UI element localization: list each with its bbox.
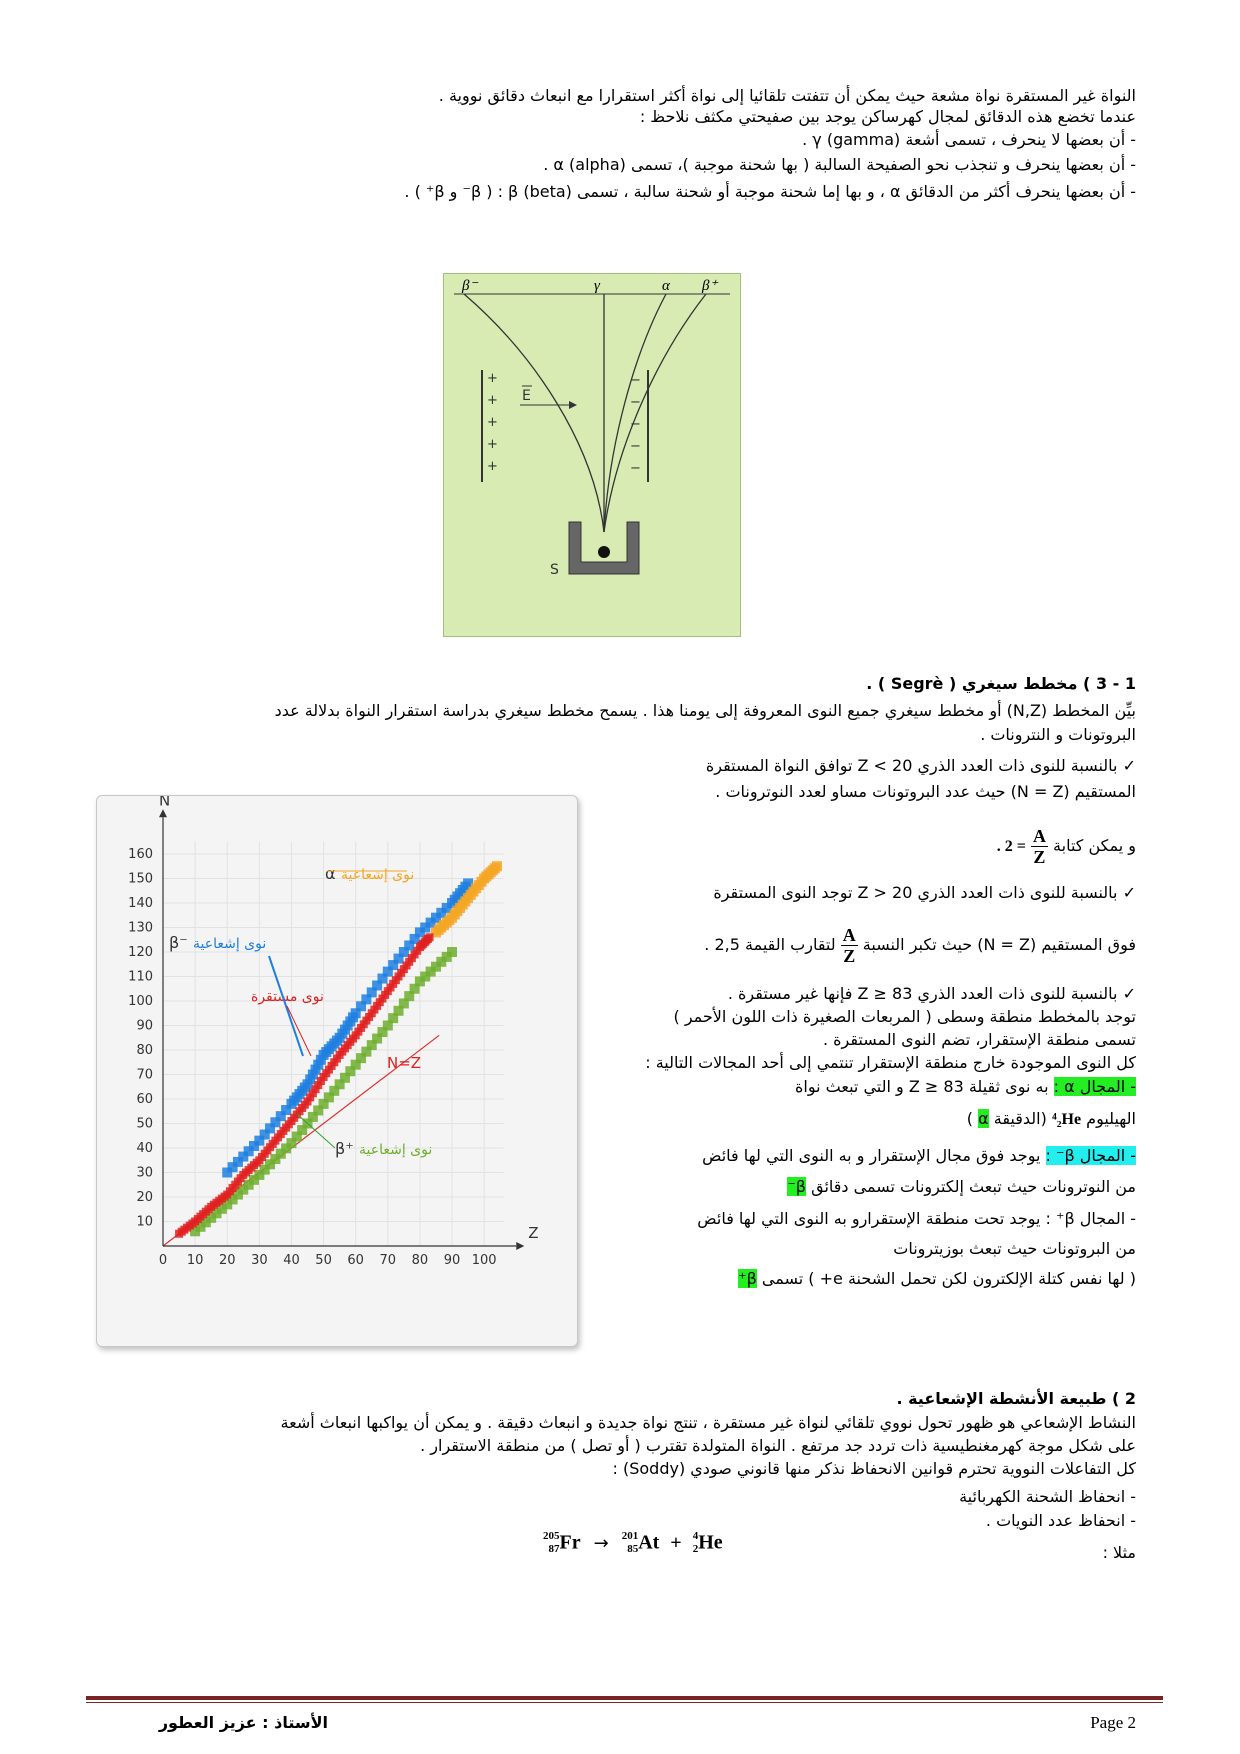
x-tick-label: 50 — [315, 1253, 332, 1268]
segre-case2-b: فوق المستقيم (N = Z) حيث تكبر النسبة $\frac{A}{Z}$ لتقارب القيمة 2,5 . — [704, 925, 1136, 966]
segre-p2: البروتونات و النترونات . — [980, 725, 1136, 744]
activity-law-2: - انحفاظ عدد النويات . — [985, 1511, 1136, 1530]
beta-minus-annotation: β⁻ — [169, 933, 188, 952]
segre-p3: توجد بالمخطط منطقة وسطى ( المربعات الصغيرة ذات اللون الأحمر ) — [673, 1007, 1136, 1026]
intro-line-gamma: - أن بعضها لا ينحرف ، تسمى أشعة γ (gamma) . — [802, 130, 1136, 149]
segre-p4: تسمى منطقة الإستقرار، تضم النوى المستقرة . — [822, 1030, 1136, 1049]
field-label: E — [522, 388, 531, 404]
footer-rule — [86, 1696, 1163, 1700]
deflection-diagram — [444, 274, 740, 636]
alpha-annotation: α — [325, 864, 336, 883]
segre-heading: 1 - 3 ) مخطط سيغري ( Segrè ) . — [866, 674, 1136, 693]
x-tick-label: 80 — [411, 1253, 429, 1268]
intro-line-beta: - أن بعضها ينحرف أكثر من الدقائق α ، و بها إما شحنة موجبة أو شحنة سالبة ، تسمى β (beta) : ( β⁻ و β⁺ ) . — [404, 182, 1136, 201]
beta-plus-particle-highlight: β⁺ — [738, 1269, 757, 1288]
alpha-particle-highlight: α — [978, 1109, 989, 1128]
y-tick-label: 40 — [136, 1141, 153, 1156]
beta-plus-annotation-label: نوى إشعاعية — [359, 1142, 433, 1158]
y-axis-label: N — [159, 796, 171, 810]
alpha-domain-line-2: الهيليوم ⁴₂He (الدقيقة α ) — [966, 1109, 1136, 1128]
trajectory-beta-minus — [464, 294, 604, 532]
segre-case3: ✓ بالنسبة للنوى ذات العدد الذري Z ≥ 83 فإنها غير مستقرة . — [727, 984, 1136, 1003]
svg-text:−: − — [630, 461, 641, 476]
activity-p3: كل التفاعلات النووية تحترم قوانين الانحفاظ نذكر منها قانوني صودي (Soddy) : — [612, 1459, 1136, 1478]
x-tick-label: 30 — [251, 1253, 268, 1268]
intro-line-2: عندما تخضع هذه الدقائق لمجال كهرساكن يوجد بين صفيحتي مكثف نلاحظ : — [639, 107, 1136, 126]
activity-law-1: - انحفاظ الشحنة الكهربائية — [959, 1487, 1136, 1506]
segre-chart-svg — [97, 796, 577, 1346]
svg-text:−: − — [630, 439, 641, 454]
y-tick-label: 60 — [136, 1092, 153, 1107]
beta-plus-domain-line-2: من البروتونات حيث تبعث بوزيترونات — [893, 1239, 1136, 1258]
activity-p1: النشاط الإشعاعي هو ظهور تحول نووي تلقائي لنواة غير مستقرة ، تنتج نواة جديدة و انبعاث دقيقة . و يمكن أن يواكبها انبعاث أشعة — [280, 1413, 1136, 1432]
beta-minus-domain-line-2: من النوترونات حيث تبعث إلكترونات تسمى دقائق β⁻ — [787, 1177, 1136, 1196]
x-tick-label: 60 — [347, 1253, 364, 1268]
x-axis-label: Z — [528, 1224, 539, 1242]
intro-line-1: النواة غير المستقرة نواة مشعة حيث يمكن أن تتفتت تلقائيا إلى نواة أكثر استقرارا مع انبعاث دقائق نووية . — [438, 86, 1136, 105]
source-label: S — [550, 562, 559, 578]
alpha-domain-highlight: - المجال α : — [1053, 1077, 1136, 1096]
segre-case1-a: ✓ بالنسبة للنوى ذات العدد الذري Z < 20 توافق النواة المستقرة — [705, 756, 1136, 775]
x-tick-label: 20 — [218, 1253, 236, 1268]
x-tick-label: 0 — [158, 1253, 168, 1268]
fraction-a-over-z: $\frac{A}{Z}$ — [1032, 826, 1046, 867]
beta-plus-domain-line-3: ( لها نفس كتلة الإلكترون لكن تحمل الشحنة e+ ) تسمى β⁺ — [738, 1269, 1136, 1288]
label-beta-plus: β⁺ — [702, 278, 718, 294]
beta-plus-nuclide-marker — [447, 947, 457, 957]
y-tick-label: 150 — [128, 871, 153, 887]
activity-p2: على شكل موجة كهرمغنطيسية ذات تردد جد مرتفع . النواة المتولدة تقترب ( أو تصل ) من منطقة الاستقرار . — [420, 1436, 1136, 1455]
segre-case1-b: المستقيم (N = Z) حيث عدد البروتونات مساو لعدد النوترونات . — [715, 782, 1136, 801]
y-tick-label: 20 — [136, 1190, 153, 1205]
label-beta-minus: β⁻ — [462, 278, 478, 294]
svg-text:+: + — [487, 393, 498, 408]
y-tick-label: 30 — [136, 1165, 153, 1181]
svg-text:+: + — [487, 415, 498, 430]
footer-page-number: Page 2 — [1090, 1713, 1136, 1732]
segre-chart — [96, 795, 578, 1347]
y-tick-label: 100 — [128, 994, 153, 1009]
y-tick-label: 70 — [136, 1067, 153, 1083]
label-gamma: γ — [594, 278, 600, 294]
footer-rule-thin — [86, 1702, 1163, 1703]
svg-text:−: − — [630, 417, 641, 432]
trajectory-beta-plus — [604, 294, 706, 532]
beta-minus-annotation-label: نوى إشعاعية — [193, 936, 267, 952]
y-tick-label: 130 — [128, 920, 153, 936]
footer-author: الأستاذ : عزيز العطور — [158, 1713, 328, 1732]
y-tick-label: 50 — [136, 1116, 153, 1132]
nuclear-equation: 205 87 Fr → 201 85 At + 4 2 He — [543, 1530, 723, 1555]
segre-p5: كل النوى الموجودة خارج منطقة الإستقرار تنتمي إلى أحد المجالات التالية : — [645, 1053, 1136, 1072]
alpha-domain-line: - المجال α : به نوى ثقيلة Z ≥ 83 و التي تبعث نواة — [795, 1077, 1136, 1096]
y-tick-label: 80 — [136, 1043, 153, 1058]
stable-nuclide-marker — [426, 933, 434, 941]
svg-text:+: + — [487, 459, 498, 474]
svg-text:−: − — [630, 395, 641, 410]
y-tick-label: 110 — [128, 969, 153, 985]
alpha-annotation-label: نوى إشعاعية — [341, 867, 415, 883]
beta-minus-domain-highlight: - المجال β⁻ : — [1045, 1146, 1136, 1165]
svg-text:+: + — [487, 371, 498, 386]
x-tick-label: 10 — [186, 1253, 204, 1268]
beta-plus-domain-line: - المجال β⁺ : يوجد تحت منطقة الإستقرارو به النوى التي لها فائض — [697, 1209, 1136, 1228]
y-tick-label: 90 — [136, 1018, 153, 1034]
stable-annotation-label: نوى مستقرة — [251, 989, 324, 1005]
svg-text:−: − — [630, 373, 641, 388]
nz-annotation: N=Z — [387, 1054, 422, 1072]
activity-heading: 2 ) طبيعة الأنشطة الإشعاعية . — [896, 1389, 1136, 1408]
x-tick-label: 40 — [283, 1253, 300, 1268]
y-tick-label: 160 — [128, 847, 153, 862]
svg-text:+: + — [487, 437, 498, 452]
segre-case1-c: و يمكن كتابة $\frac{A}{Z}$ = 2 . — [996, 826, 1136, 867]
beta-plus-annotation: β⁺ — [335, 1139, 354, 1158]
fraction-a-over-z-2: $\frac{A}{Z}$ — [842, 925, 856, 966]
x-tick-label: 70 — [379, 1253, 397, 1268]
intro-line-alpha: - أن بعضها ينحرف و تنجذب نحو الصفيحة السالبة ( بها شحنة موجبة )، تسمى α (alpha) . — [543, 155, 1136, 174]
y-tick-label: 10 — [136, 1214, 153, 1230]
y-tick-label: 140 — [128, 896, 153, 911]
x-tick-label: 100 — [471, 1253, 497, 1268]
segre-case2-a: ✓ بالنسبة للنوى ذات العدد الذري Z > 20 توجد النوى المستقرة — [713, 883, 1136, 902]
alpha-nuclide-marker — [492, 861, 502, 871]
x-tick-label: 90 — [443, 1253, 461, 1268]
y-tick-label: 120 — [128, 945, 153, 960]
beta-minus-particle-highlight: β⁻ — [787, 1177, 806, 1196]
label-alpha: α — [662, 278, 670, 294]
electric-field-deflection-figure — [443, 273, 741, 637]
beta-minus-domain-line: - المجال β⁻ : يوجد فوق مجال الإستقرار و به النوى التي لها فائض — [702, 1146, 1136, 1165]
segre-p1: بيِّن المخطط (N,Z) أو مخطط سيغري جميع النوى المعروفة إلى يومنا هذا . يسمح مخطط سيغري بدراسة استقرار النواة بدلالة عدد — [274, 701, 1136, 720]
source-dot — [598, 546, 610, 558]
example-label: مثلا : — [1102, 1543, 1136, 1562]
trajectory-alpha — [604, 294, 666, 532]
